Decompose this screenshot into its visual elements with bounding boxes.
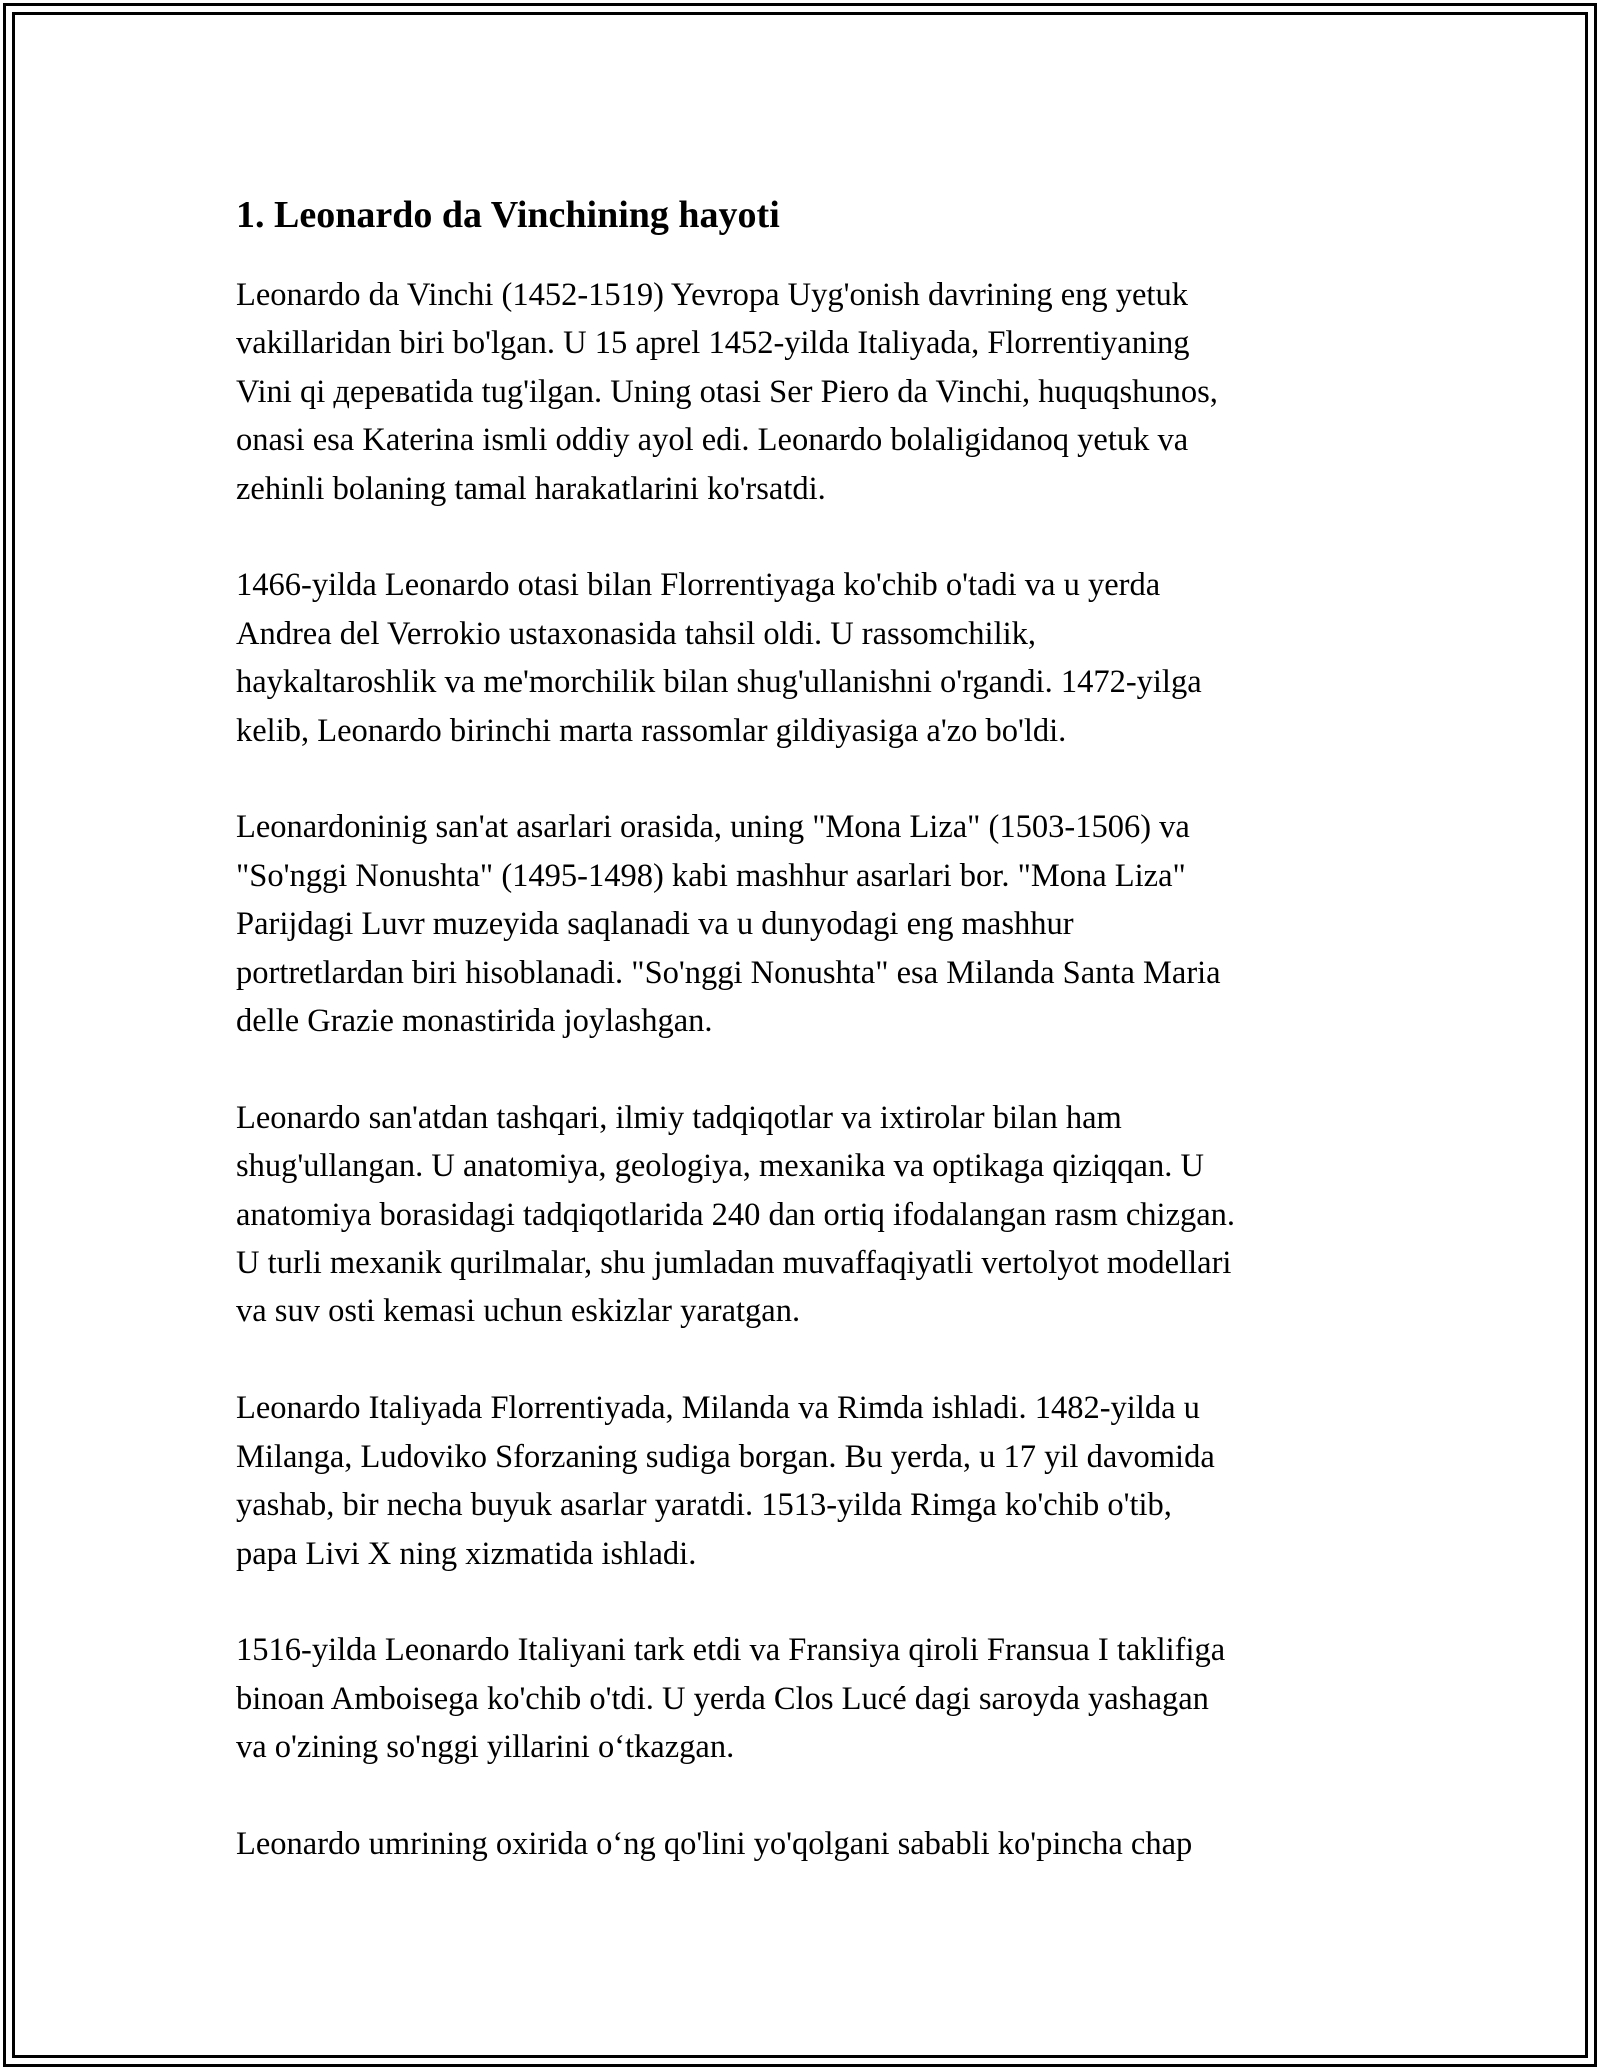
paragraph-3: Leonardoninig san'at asarlari orasida, uning "Mona Liza" (1503-1506) va "So'nggi Nonushta" (1495-1498) kabi mashhur asarlari bor. "Mona Liza" Parijdagi Luvr muzeyida saqlanadi va u dunyodagi eng mashhur portretlardan biri hisoblanadi. "So'nggi Nonushta" esa Milanda Santa Maria delle Grazie monastirida joylashgan.: [236, 809, 1221, 1040]
document-body: [236, 185, 1376, 1917]
paragraph-1: Leonardo da Vinchi (1452-1519) Yevropa Uyg'onish davrining eng yetuk vakillaridan biri bo'lgan. U 15 aprel 1452-yilda Italiyada, Florrentiyaning Vini qi деревatida tug'ilgan. Uning otasi Ser Piero da Vinchi, huquqshunos, onasi esa Katerina ismli oddiy ayol edi. Leonardo bolaligidanoq yetuk va zehinli bolaning tamal harakatlarini ko'rsatdi.: [236, 277, 1218, 507]
section-heading: 1. Leonardo da Vinchining hayoti: [236, 194, 780, 236]
paragraph-2: 1466-yilda Leonardo otasi bilan Florrentiyaga ko'chib o'tadi va u yerda Andrea del Verrokio ustaxonasida tahsil oldi. U rassomchilik, haykaltaroshlik va me'morchilik bilan shug'ullanishni o'rgandi. 1472-yilga kelib, Leonardo birinchi marta rassomlar gildiyasiga a'zo bo'ldi.: [236, 567, 1202, 749]
paragraph-7: Leonardo umrining oxirida o‘ng qo'lini yo'qolgani sababli ko'pincha chap: [236, 1825, 1193, 1862]
paragraph-5: Leonardo Italiyada Florrentiyada, Milanda va Rimda ishladi. 1482-yilda u Milanga, Ludoviko Sforzaning sudiga borgan. Bu yerda, u 17 yil davomida yashab, bir necha buyuk asarlar yaratdi. 1513-yilda Rimga ko'chib o'tib, papa Livi X ning xizmatida ishladi.: [236, 1390, 1215, 1572]
paragraph-4: Leonardo san'atdan tashqari, ilmiy tadqiqotlar va ixtirolar bilan ham shug'ullangan. U anatomiya, geologiya, mexanika va optikaga qiziqqan. U anatomiya borasidagi tadqiqotlarida 240 dan ortiq ifodalangan rasm chizgan. U turli mexanik qurilmalar, shu jumladan muvaffaqiyatli vertolyot modellari va suv osti kemasi uchun eskizlar yaratgan.: [236, 1099, 1236, 1330]
paragraph-6: 1516-yilda Leonardo Italiyani tark etdi va Fransiya qiroli Fransua I taklifiga binoan Amboisega ko'chib o'tdi. U yerda Clos Lucé dagi saroyda yashagan va o'zining so'nggi yillarini o‘tkazgan.: [236, 1632, 1226, 1766]
